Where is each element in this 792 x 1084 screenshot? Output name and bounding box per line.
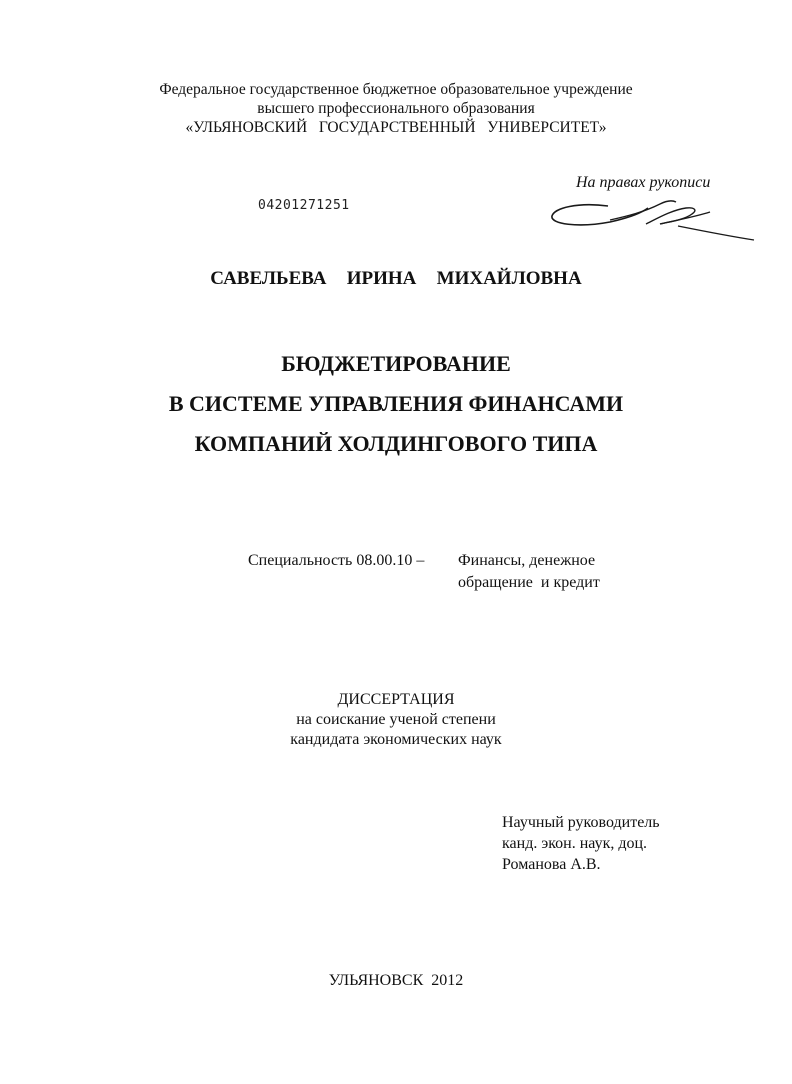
institution-line-3: «УЛЬЯНОВСКИЙ ГОСУДАРСТВЕННЫЙ УНИВЕРСИТЕТ» bbox=[185, 119, 607, 136]
supervisor-block bbox=[502, 812, 660, 875]
institution-line-1: Федеральное государственное бюджетное образовательное учреждение bbox=[159, 81, 633, 98]
supervisor-line-2: канд. экон. наук, доц. bbox=[502, 835, 648, 852]
title-line-1: БЮДЖЕТИРОВАНИЕ bbox=[281, 351, 511, 376]
institution-header bbox=[0, 80, 792, 137]
dissertation-title bbox=[0, 344, 792, 464]
specialty-value-line-2: обращение и кредит bbox=[458, 574, 600, 591]
specialty-value bbox=[458, 550, 600, 594]
city-year: УЛЬЯНОВСК 2012 bbox=[328, 972, 464, 989]
supervisor-line-3: Романова А.В. bbox=[502, 856, 601, 873]
supervisor-line-1: Научный руководитель bbox=[502, 814, 660, 831]
dissertation-line-2: на соискание ученой степени bbox=[296, 711, 496, 728]
title-line-3: КОМПАНИЙ ХОЛДИНГОВОГО ТИПА bbox=[194, 431, 598, 456]
title-line-2: В СИСТЕМЕ УПРАВЛЕНИЯ ФИНАНСАМИ bbox=[168, 391, 624, 416]
document-code: 04201271251 bbox=[258, 198, 350, 213]
specialty-value-line-1: Финансы, денежное bbox=[458, 552, 596, 569]
dissertation-line-3: кандидата экономических наук bbox=[290, 731, 502, 748]
institution-line-2: высшего профессионального образования bbox=[257, 100, 535, 117]
manuscript-note: На правах рукописи bbox=[576, 174, 711, 191]
dissertation-line-1: ДИССЕРТАЦИЯ bbox=[337, 691, 455, 708]
signature-icon bbox=[548, 196, 758, 246]
author-name: САВЕЛЬЕВА ИРИНА МИХАЙЛОВНА bbox=[210, 268, 582, 289]
specialty-block bbox=[248, 550, 600, 594]
dissertation-block bbox=[0, 690, 792, 750]
specialty-label: Специальность 08.00.10 – bbox=[248, 552, 425, 569]
